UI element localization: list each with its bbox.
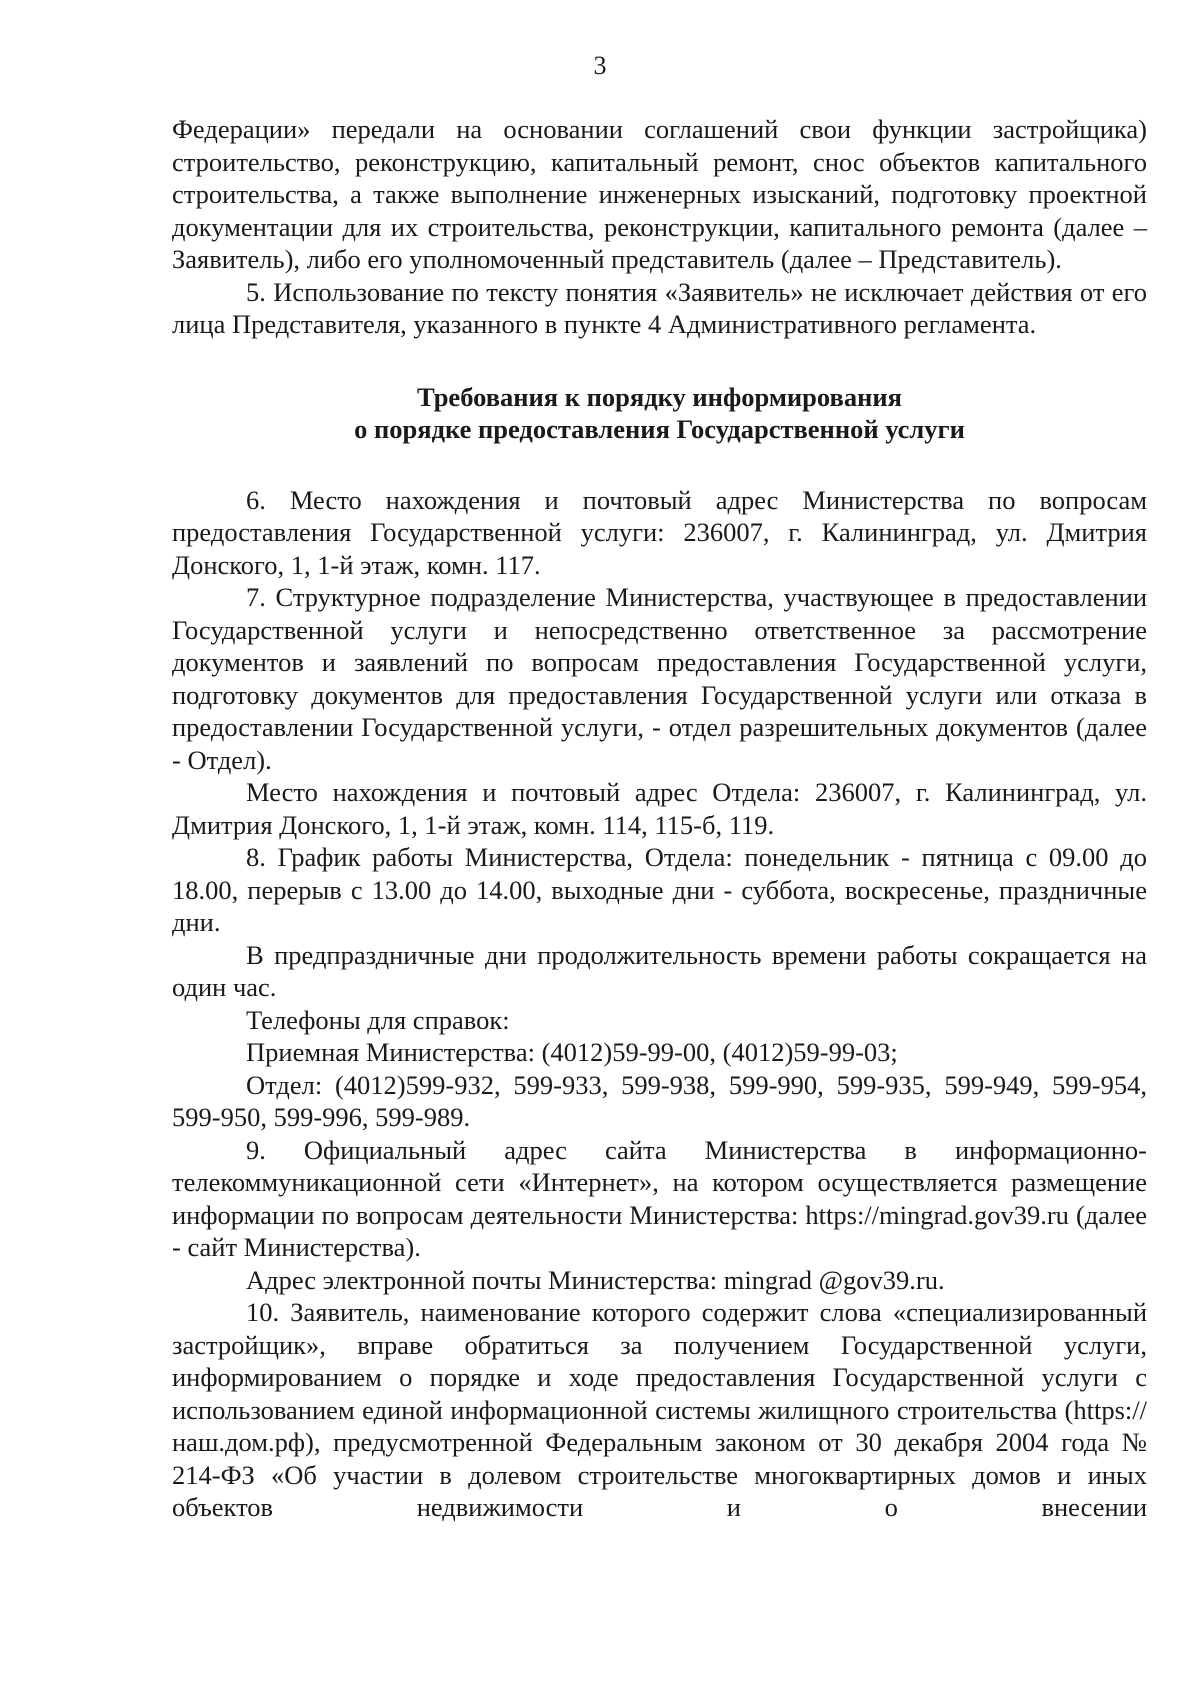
paragraphs-after-heading — [172, 484, 1147, 1524]
paragraph: 5. Использование по тексту понятия «Заявитель» не исключает действия от его лица Представителя, указанного в пункте 4 Административного регламента. — [172, 276, 1147, 339]
document-body — [172, 113, 1147, 1524]
paragraph: 7. Структурное подразделение Министерства, участвующее в предоставлении Государственной услуги и непосредственно ответственное за рассмотрение документов и заявлений по вопросам предоставления Государственной услуги, подготовку документов для предоставления Государственной услуги или отказа в предоставлении Государственной услуги, - отдел разрешительных документов (далее - Отдел). — [172, 582, 1147, 775]
paragraph: 10. Заявитель, наименование которого содержит слова «специализированный застройщик», вправе обратиться за получением Государственной услуги, информированием о порядке и ходе предоставления Государственной услуги с использованием единой информационной системы жилищного строительства (https://наш.дом.рф), предусмотренной Федеральным законом от 30 декабря 2004 года № 214-ФЗ «Об участии в долевом строительстве многоквартирных домов и иных объектов недвижимости и о внесении — [172, 1297, 1147, 1522]
page-number: 3 — [593, 51, 607, 80]
paragraph: 6. Место нахождения и почтовый адрес Министерства по вопросам предоставления Государственной услуги: 236007, г. Калининград, ул. Дмитрия Донского, 1, 1-й этаж, комн. 117. — [172, 484, 1147, 580]
section-heading-line-1: Требования к порядку информирования — [417, 381, 902, 412]
paragraph: Телефоны для справок: — [246, 1004, 510, 1035]
paragraph: 9. Официальный адрес сайта Министерства в информационно-телекоммуникационной сети «Интернет», на котором осуществляется размещение информации по вопросам деятельности Министерства: https://mingrad.gov39.ru (далее - сайт Министерства). — [172, 1134, 1147, 1262]
section-heading — [172, 381, 1147, 446]
section-heading-line-2: о порядке предоставления Государственной услуги — [354, 414, 965, 444]
paragraph: Федерации» передали на основании соглашений свои функции застройщика) строительство, реконструкцию, капитальный ремонт, снос объектов капитального строительства, а также выполнение инженерных изысканий, подготовку проектной документации для их строительства, реконструкции, капитального ремонта (далее – Заявитель), либо его уполномоченный представитель (далее – Представитель). — [172, 114, 1147, 274]
paragraph: Приемная Министерства: (4012)59-99-00, (4012)59-99-03; — [246, 1037, 898, 1067]
paragraph: Адрес электронной почты Министерства: mingrad @gov39.ru. — [246, 1264, 945, 1295]
paragraph: Отдел: (4012)599-932, 599-933, 599-938, 599-990, 599-935, 599-949, 599-954, 599-950, 599-996, 599-989. — [172, 1069, 1147, 1132]
paragraphs-before-heading — [172, 113, 1147, 341]
paragraph: Место нахождения и почтовый адрес Отдела: 236007, г. Калининград, ул. Дмитрия Донского, 1, 1-й этаж, комн. 114, 115-б, 119. — [172, 777, 1147, 840]
paragraph: В предпраздничные дни продолжительность времени работы сокращается на один час. — [172, 939, 1147, 1002]
paragraph: 8. График работы Министерства, Отдела: понедельник - пятница с 09.00 до 18.00, перерыв с 13.00 до 14.00, выходные дни - суббота, воскресенье, праздничные дни. — [172, 842, 1147, 937]
